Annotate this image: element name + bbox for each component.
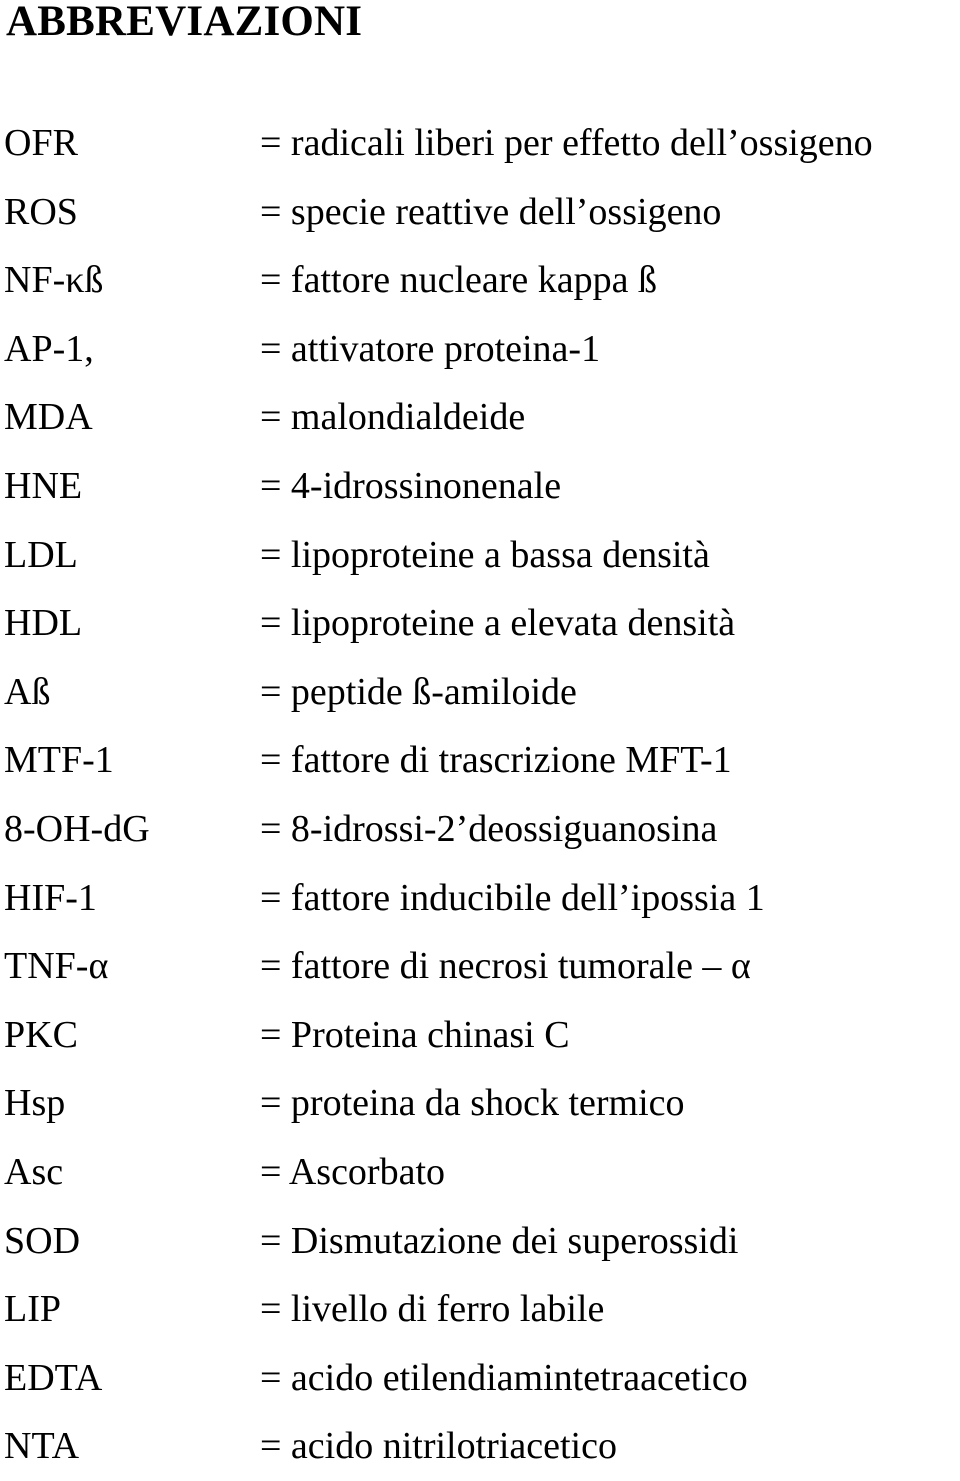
abbreviation-row xyxy=(0,1207,960,1276)
abbreviation-definition: = radicali liberi per effetto dell’ossigeno xyxy=(260,122,873,164)
abbreviation-definition: = lipoproteine a bassa densità xyxy=(260,533,710,576)
abbreviation-definition: = malondialdeide xyxy=(260,396,526,439)
abbreviation-term: Hsp xyxy=(4,1082,66,1125)
abbreviation-definition: = acido nitrilotriacetico xyxy=(260,1425,617,1468)
abbreviation-list xyxy=(0,109,960,1481)
abbreviation-term: MDA xyxy=(4,396,93,439)
abbreviation-term: SOD xyxy=(4,1219,81,1262)
abbreviation-term: NF-κß xyxy=(4,259,104,302)
abbreviation-term: NTA xyxy=(4,1425,80,1468)
abbreviation-term: MTF-1 xyxy=(4,739,114,782)
abbreviation-row xyxy=(0,932,960,1001)
abbreviation-term: HNE xyxy=(4,464,83,507)
abbreviation-row xyxy=(0,1275,960,1344)
abbreviation-term: AP-1, xyxy=(4,327,94,370)
abbreviation-row xyxy=(0,795,960,864)
abbreviation-term: EDTA xyxy=(4,1356,103,1399)
abbreviation-definition: = lipoproteine a elevata densità xyxy=(260,602,736,645)
page-title: ABBREVIAZIONI xyxy=(6,0,363,45)
abbreviation-definition: = fattore inducibile dell’ipossia 1 xyxy=(260,876,765,919)
abbreviation-term: Aß xyxy=(4,670,51,713)
abbreviation-definition: = acido etilendiamintetraacetico xyxy=(260,1356,748,1399)
abbreviation-row xyxy=(0,1138,960,1207)
abbreviation-row xyxy=(0,178,960,247)
abbreviation-definition: = fattore nucleare kappa ß xyxy=(260,259,657,302)
abbreviation-term: Asc xyxy=(4,1150,64,1193)
abbreviation-row xyxy=(0,452,960,521)
abbreviation-term: OFR xyxy=(4,122,78,164)
abbreviation-definition: = proteina da shock termico xyxy=(260,1082,685,1125)
abbreviation-row xyxy=(0,726,960,795)
abbreviation-definition: = Dismutazione dei superossidi xyxy=(260,1219,739,1262)
abbreviation-definition: = fattore di necrosi tumorale – α xyxy=(260,945,751,988)
abbreviation-definition: = Proteina chinasi C xyxy=(260,1013,570,1056)
abbreviation-row xyxy=(0,589,960,658)
abbreviation-row xyxy=(0,315,960,384)
abbreviation-row xyxy=(0,1344,960,1413)
abbreviation-term: HDL xyxy=(4,602,83,645)
abbreviation-row xyxy=(0,109,960,178)
abbreviation-term: HIF-1 xyxy=(4,876,97,919)
abbreviation-row xyxy=(0,1412,960,1481)
abbreviation-row xyxy=(0,383,960,452)
abbreviation-term: 8-OH-dG xyxy=(4,807,150,850)
abbreviation-definition: = 4-idrossinonenale xyxy=(260,464,562,507)
abbreviation-row xyxy=(0,246,960,315)
abbreviation-term: LDL xyxy=(4,533,78,576)
abbreviation-row xyxy=(0,521,960,590)
abbreviation-definition: = peptide ß-amiloide xyxy=(260,670,577,713)
abbreviation-term: ROS xyxy=(4,190,78,233)
abbreviation-term: TNF-α xyxy=(4,945,109,988)
abbreviation-term: LIP xyxy=(4,1288,61,1331)
abbreviation-definition: = specie reattive dell’ossigeno xyxy=(260,190,722,233)
abbreviation-row xyxy=(0,1069,960,1138)
abbreviation-row xyxy=(0,658,960,727)
abbreviation-definition: = 8-idrossi-2’deossiguanosina xyxy=(260,807,718,850)
abbreviation-definition: = fattore di trascrizione MFT-1 xyxy=(260,739,732,782)
abbreviation-definition: = Ascorbato xyxy=(260,1150,446,1193)
abbreviation-row xyxy=(0,1001,960,1070)
abbreviation-definition: = attivatore proteina-1 xyxy=(260,327,601,370)
abbreviation-term: PKC xyxy=(4,1013,78,1056)
abbreviation-definition: = livello di ferro labile xyxy=(260,1288,605,1331)
abbreviation-row xyxy=(0,864,960,933)
